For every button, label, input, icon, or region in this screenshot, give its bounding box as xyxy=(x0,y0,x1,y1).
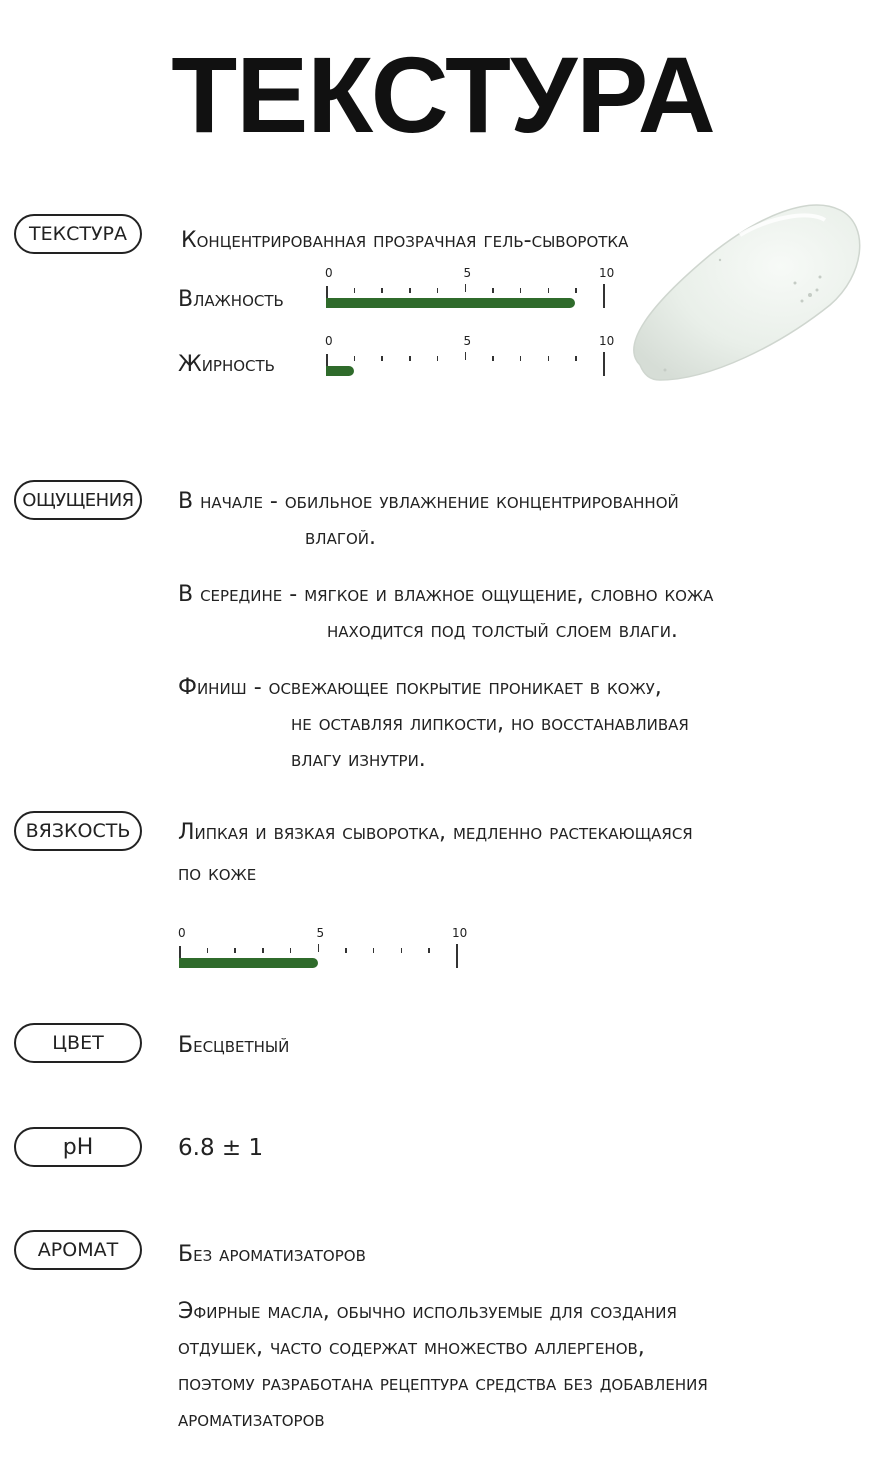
scale-tick-label: 10 xyxy=(599,266,615,280)
scale-tick-label: 10 xyxy=(452,926,468,940)
scent-note-line1: Эфирные масла, обычно используемые для создания xyxy=(178,1299,677,1324)
page-title: ТЕКСТУРА xyxy=(171,34,715,155)
feel-tag: ОЩУЩЕНИЯ xyxy=(14,480,142,520)
scale-tick xyxy=(318,944,320,952)
scale-tick xyxy=(548,356,550,361)
scale-tick xyxy=(409,288,411,293)
scale-tick xyxy=(437,356,439,361)
feel-middle-line1 xyxy=(178,580,713,610)
scale-tick xyxy=(234,948,236,953)
scent-note-line3: поэтому разработана рецептура средства без добавления xyxy=(178,1371,708,1396)
scale-tick-label: 0 xyxy=(178,926,186,940)
feel-start-lead: В начале xyxy=(178,489,263,514)
scale-tick xyxy=(354,356,356,361)
color-tag: ЦВЕТ xyxy=(14,1023,142,1063)
feel-start-line1 xyxy=(178,487,679,517)
moisture-label: Влажность xyxy=(178,287,284,312)
scale-end-tick xyxy=(603,352,605,376)
scale-tick xyxy=(409,356,411,361)
feel-finish-sep: - xyxy=(246,675,269,700)
texture-description: Концентрированная прозрачная гель-сыворотка xyxy=(181,228,629,253)
color-value: Бесцветный xyxy=(178,1033,290,1058)
scale-tick-label: 5 xyxy=(463,334,472,348)
scale-tick xyxy=(354,288,356,293)
scale-tick xyxy=(401,948,403,953)
feel-finish-line2: не оставляя липкости, но восстанавливая xyxy=(291,711,689,736)
scale-tick-label: 0 xyxy=(325,266,333,280)
feel-middle-text: мягкое и влажное ощущение, словно кожа xyxy=(304,582,714,607)
scale-tick xyxy=(492,288,494,293)
texture-tag: ТЕКСТУРА xyxy=(14,214,142,254)
scale-tick xyxy=(290,948,292,953)
ph-tag: pH xyxy=(14,1127,142,1167)
scent-value: Без ароматизаторов xyxy=(178,1242,366,1267)
feel-finish-lead: Финиш xyxy=(178,675,247,700)
viscosity-line1: Липкая и вязкая сыворотка, медленно растекающаяся xyxy=(178,820,693,845)
scale-tick xyxy=(437,288,439,293)
scale-tick xyxy=(465,284,467,292)
scale-tick xyxy=(345,948,347,953)
scale-tick xyxy=(381,356,383,361)
scale-tick xyxy=(548,288,550,293)
scale-tick xyxy=(575,288,577,293)
feel-middle-sep: - xyxy=(282,582,305,607)
scent-note-line2: отдушек, часто содержат множество аллергенов, xyxy=(178,1335,645,1360)
scale-fill-bar xyxy=(179,958,318,968)
viscosity-line2: по коже xyxy=(178,861,257,886)
scale-tick-label: 5 xyxy=(316,926,325,940)
scale-tick xyxy=(428,948,430,953)
scale-tick xyxy=(465,352,467,360)
feel-finish-line3: влагу изнутри. xyxy=(291,747,426,772)
scale-tick xyxy=(575,356,577,361)
scale-tick-label: 5 xyxy=(463,266,472,280)
scale-tick xyxy=(520,288,522,293)
ph-value: 6.8 ± 1 xyxy=(178,1135,264,1161)
scale-tick xyxy=(262,948,264,953)
scale-tick xyxy=(207,948,209,953)
scale-tick xyxy=(492,356,494,361)
scale-fill-bar xyxy=(326,366,354,376)
feel-middle-lead: В середине xyxy=(178,582,283,607)
scale-tick xyxy=(381,288,383,293)
viscosity-tag: ВЯЗКОСТЬ xyxy=(14,811,142,851)
feel-finish-text: освежающее покрытие проникает в кожу, xyxy=(268,675,662,700)
feel-start-line2: влагой. xyxy=(305,525,376,550)
feel-start-sep: - xyxy=(262,489,285,514)
scale-tick xyxy=(520,356,522,361)
feel-finish-line1 xyxy=(178,673,662,703)
viscosity-scale xyxy=(178,926,468,974)
moisture-scale xyxy=(325,266,615,314)
scent-note-line4: ароматизаторов xyxy=(178,1407,325,1432)
feel-middle-line2: находится под толстый слоем влаги. xyxy=(327,618,678,643)
feel-start-text: обильное увлажнение концентрированной xyxy=(284,489,679,514)
scale-tick-label: 0 xyxy=(325,334,333,348)
scale-end-tick xyxy=(456,944,458,968)
scale-tick-label: 10 xyxy=(599,334,615,348)
scale-tick xyxy=(373,948,375,953)
scale-end-tick xyxy=(603,284,605,308)
oiliness-scale xyxy=(325,334,615,382)
scent-tag: АРОМАТ xyxy=(14,1230,142,1270)
oiliness-label: Жирность xyxy=(178,352,275,377)
gel-drop-image xyxy=(620,195,870,390)
scale-fill-bar xyxy=(326,298,575,308)
